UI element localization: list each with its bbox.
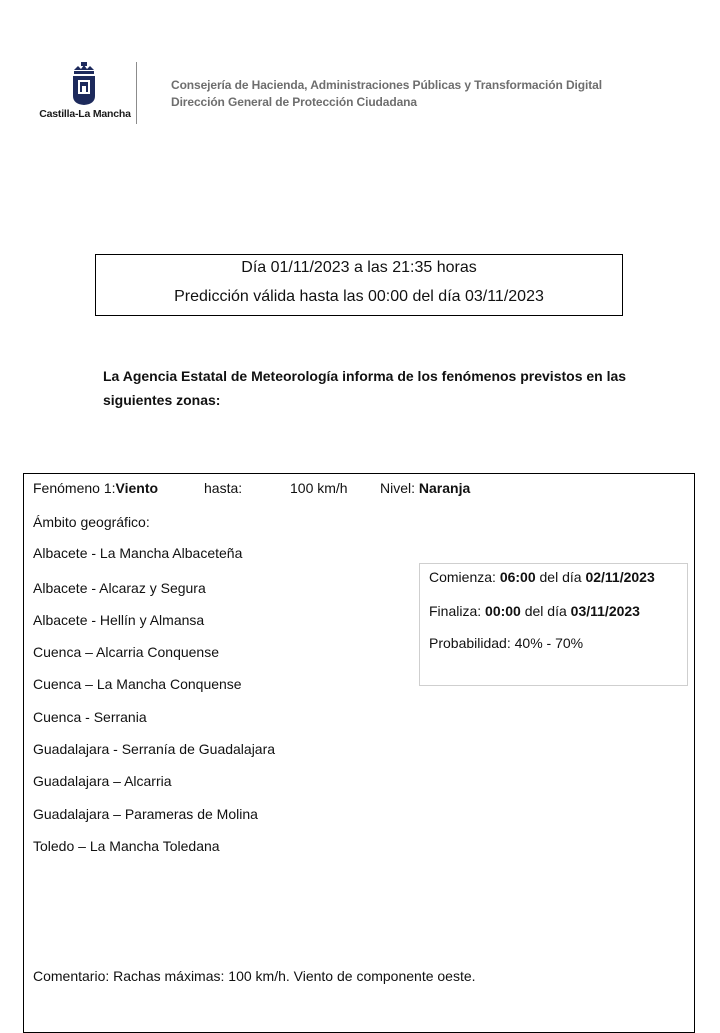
end-row bbox=[429, 603, 640, 619]
comment: Comentario: Rachas máximas: 100 km/h. Viento de componente oeste. bbox=[33, 968, 476, 984]
end-label: Finaliza: bbox=[429, 603, 482, 619]
zone-item: Guadalajara – Parameras de Molina bbox=[33, 806, 258, 822]
phenomenon-box bbox=[23, 473, 695, 1033]
zone-item: Cuenca – Alcarria Conquense bbox=[33, 644, 220, 660]
end-date: 03/11/2023 bbox=[570, 603, 640, 619]
header-divider bbox=[136, 62, 137, 124]
zone-item: Guadalajara - Serranía de Guadalajara bbox=[33, 741, 276, 757]
header-org bbox=[171, 77, 602, 111]
level-label: Nivel: bbox=[380, 480, 416, 496]
until-value: 100 km/h bbox=[290, 480, 348, 496]
probability-row bbox=[429, 635, 583, 651]
end-time: 00:00 bbox=[485, 603, 521, 619]
phenomenon-label: Fenómeno 1: bbox=[33, 480, 116, 496]
start-row bbox=[429, 569, 655, 585]
header-line-1: Consejería de Hacienda, Administraciones Públicas y Transformación Digital bbox=[171, 78, 602, 92]
start-mid: del día bbox=[539, 569, 582, 585]
date-line-2: Predicción válida hasta las 00:00 del día 03/11/2023 bbox=[174, 288, 544, 305]
until-label: hasta: bbox=[204, 480, 243, 496]
zone-item: Guadalajara – Alcarria bbox=[33, 773, 172, 789]
start-date: 02/11/2023 bbox=[585, 569, 655, 585]
date-line-1: Día 01/11/2023 a las 21:35 horas bbox=[241, 259, 477, 276]
castilla-la-mancha-logo bbox=[36, 60, 134, 126]
zone-item: Cuenca - Serrania bbox=[33, 709, 147, 725]
header-line-2: Dirección General de Protección Ciudadana bbox=[171, 95, 417, 109]
start-label: Comienza: bbox=[429, 569, 496, 585]
zone-item: Albacete - La Mancha Albaceteña bbox=[33, 545, 243, 561]
phenomenon-title bbox=[33, 480, 158, 496]
phenomenon-name: Viento bbox=[115, 480, 159, 496]
zone-item: Albacete - Hellín y Almansa bbox=[33, 612, 205, 628]
zone-item: Albacete - Alcaraz y Segura bbox=[33, 580, 206, 596]
level-value: Naranja bbox=[418, 480, 471, 496]
probability-value: 40% - 70% bbox=[514, 635, 584, 651]
timing-box bbox=[419, 563, 688, 686]
logo-text: Castilla-La Mancha bbox=[39, 108, 131, 120]
end-mid: del día bbox=[524, 603, 567, 619]
start-time: 06:00 bbox=[499, 569, 536, 585]
scope-label: Ámbito geográfico: bbox=[33, 514, 150, 530]
zone-item: Cuenca – La Mancha Conquense bbox=[33, 676, 242, 692]
coat-of-arms-icon bbox=[69, 62, 99, 106]
date-box bbox=[95, 254, 623, 316]
level bbox=[380, 480, 470, 496]
intro-text: La Agencia Estatal de Meteorología informa de los fenómenos previstos en las siguientes zonas: bbox=[103, 368, 627, 408]
zone-item: Toledo – La Mancha Toledana bbox=[33, 838, 220, 854]
probability-label: Probabilidad: bbox=[429, 635, 511, 651]
